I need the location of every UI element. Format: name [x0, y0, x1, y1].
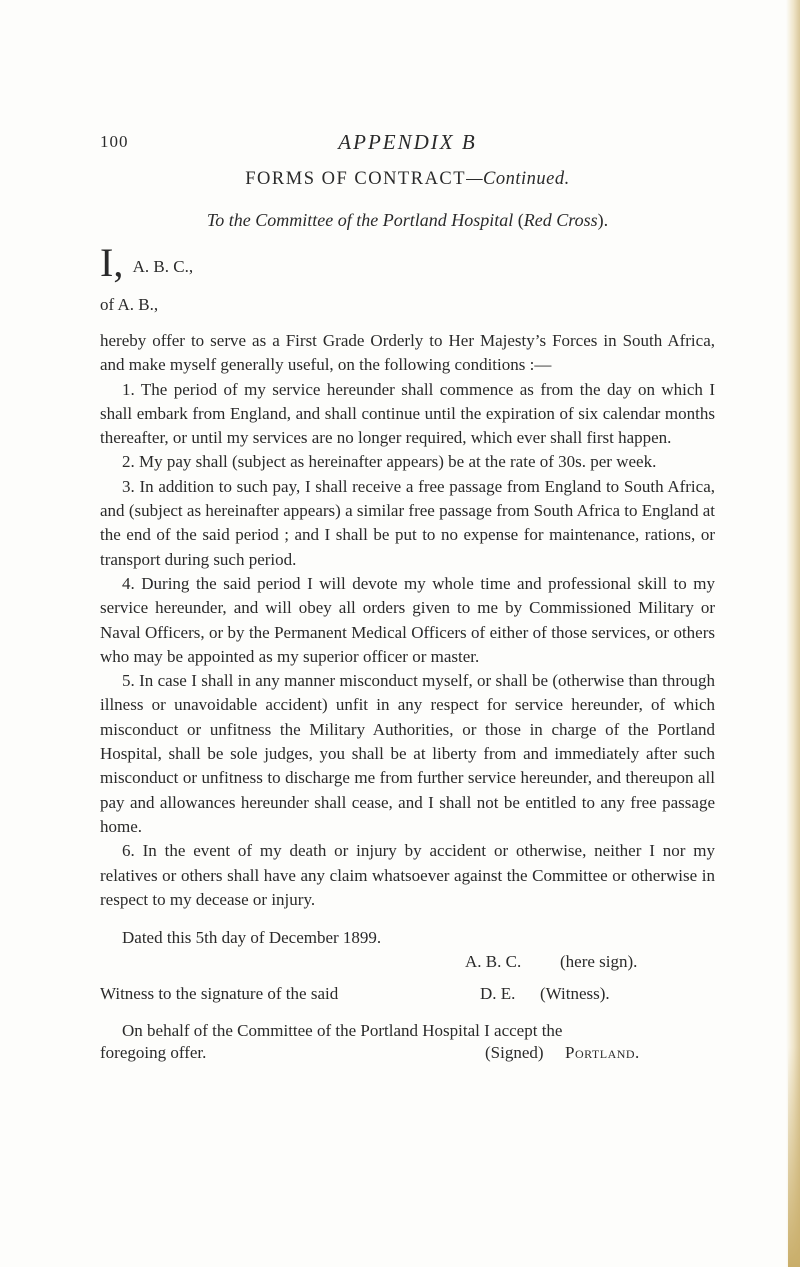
opening-line [100, 240, 715, 285]
running-head-title: APPENDIX B [338, 130, 477, 154]
signature-line [100, 950, 715, 974]
running-head [100, 130, 715, 160]
acceptance-signatory: Portland. [565, 1043, 640, 1063]
page-number: 100 [100, 132, 129, 151]
opening-pronoun: I, [100, 240, 124, 285]
page-edge-shading-bottom [788, 1047, 800, 1267]
document-page [100, 130, 715, 1064]
section-title [100, 169, 715, 190]
addressee-paren-open: ( [517, 210, 524, 230]
condition-6: 6. In the event of my death or injury by accident or otherwise, neither I nor my relatives or others shall have any claim whatsoever against the Committee or otherwise in respect to my decease or injury. [100, 841, 715, 909]
condition-3: 3. In addition to such pay, I shall receive a free passage from England to South Africa, and (subject as hereinafter appears) a similar free passage from South Africa to England at the end of the said period ; and I shall be put to no expense for maintenance, rations, or transport during such period. [100, 476, 715, 569]
witness-name: D. E. [480, 984, 516, 1004]
witness-label: Witness to the signature of the said [100, 984, 339, 1004]
acceptance-line-1: On behalf of the Committee of the Portland Hospital I accept the [122, 1021, 563, 1041]
addressee-red-cross: Red Cross [523, 210, 598, 230]
condition-2: 2. My pay shall (subject as hereinafter appears) be at the rate of 30s. per week. [122, 452, 657, 472]
acceptance-line-2 [100, 1042, 715, 1064]
section-title-main: FORMS OF CONTRACT [245, 169, 467, 189]
addressee-line [100, 210, 715, 231]
intro-paragraph: hereby offer to serve as a First Grade Orderly to Her Majesty’s Forces in South Africa, and make myself generally useful, on the following conditions :— [100, 331, 715, 375]
condition-5: 5. In case I shall in any manner misconduct myself, or shall be (otherwise than through illness or unavoidable accident) unfit in any respect for service hereunder, of which misconduct or unfitness the Military Authorities, or those in charge of the Portland Hospital, shall be sole judges, you shall be at liberty from and immediately after such misconduct or unfitness to discharge me from further service hereunder, and thereupon all pay and allowances hereunder shall cease, and I shall not be entitled to any free passage home. [100, 671, 715, 836]
acceptance-offer-text: foregoing offer. [100, 1043, 207, 1063]
acceptance-signed-label: (Signed) [485, 1043, 544, 1063]
contract-body [100, 329, 715, 912]
signature-name: A. B. C. [465, 952, 522, 972]
addressee-text: To the Committee of the Portland Hospital [206, 210, 514, 230]
condition-4: 4. During the said period I will devote my whole time and professional skill to my service hereunder, and will obey all orders given to me by Commissioned Military or Naval Officers, or by the Permanent Medical Officers of either of those services, or others who may be appointed as my superior officer or master. [100, 573, 715, 666]
of-line: of A. B., [100, 295, 159, 314]
witness-line [100, 982, 715, 1006]
witness-note: (Witness). [540, 984, 610, 1004]
opening-name: A. B. C., [132, 257, 194, 276]
signature-note: (here sign). [560, 952, 638, 972]
condition-1: 1. The period of my service hereunder shall commence as from the day on which I shall embark from England, and shall continue until the expiration of six calendar months thereafter, or until my services are no longer required, which ever shall first happen. [100, 379, 715, 448]
section-title-continued: —Continued. [466, 169, 570, 189]
addressee-paren-close: ). [597, 210, 609, 230]
dated-line: Dated this 5th day of December 1899. [122, 928, 382, 948]
